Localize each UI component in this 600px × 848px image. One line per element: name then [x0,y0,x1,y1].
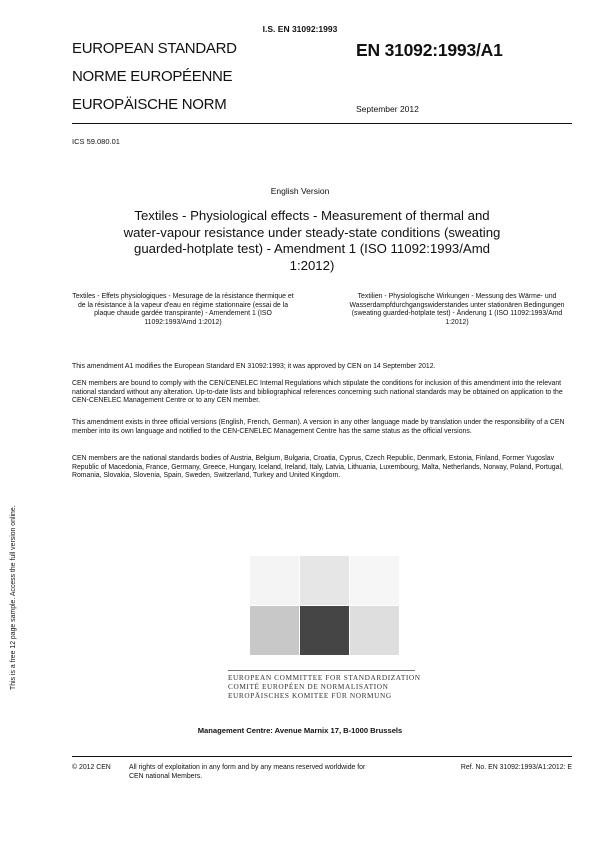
ics-code: ICS 59.080.01 [72,137,120,146]
standard-number: EN 31092:1993/A1 [356,40,503,60]
standard-name-de: EUROPÄISCHE NORM [72,96,227,113]
footer-divider [72,756,572,757]
logo-square [350,606,399,655]
sample-notice: This is a free 12 page sample. Access the full version online. [10,505,17,690]
logo-square [300,556,349,605]
document-title: Textiles - Physiological effects - Measurement of thermal and water-vapour resistance under steady-state conditions (sweating guarded-hotplate test) - Amendment 1 (ISO 11092:1993/Amd 1:2012) [123,208,501,273]
footer-rights: All rights of exploitation in any form and by any means reserved worldwide for CEN national Members. [129,764,366,780]
title-french: Textiles - Effets physiologiques - Mesurage de la résistance thermique et de la résistance à la vapeur d'eau en régime stationnaire (essai de la plaque chaude gardée transpirante) - Amendement 1 (ISO 11092:1993/Amd 1:2012) [72,293,294,326]
cen-logo-mark [228,556,434,658]
publication-date: September 2012 [356,104,419,114]
header-standard-id: I.S. EN 31092:1993 [262,24,338,34]
version-label: English Version [270,186,330,196]
logo-square [300,606,349,655]
logo-square [350,556,399,605]
logo-square [250,606,299,655]
logo-square [250,556,299,605]
paragraph-members: CEN members are the national standards bodies of Austria, Belgium, Bulgaria, Croatia, Cyprus, Czech Republic, Denmark, Estonia, Finland, Former Yugoslav Republic of Macedonia, France, Germany, Greece, Hungary, Iceland, Ireland, Italy, Latvia, Lithuania, Luxembourg, Malta, Netherlands, Norway, Poland, Portugal, Romania, Slovakia, Slovenia, Spain, Sweden, Switzerland, Turkey and United Kingdom. [72,455,563,480]
standard-name-fr: NORME EUROPÉENNE [72,68,233,85]
org-name-fr: COMITÉ EUROPÉEN DE NORMALISATION [228,682,389,691]
footer-copyright: © 2012 CEN [72,764,111,771]
org-name-en: EUROPEAN COMMITTEE FOR STANDARDIZATION [228,673,421,682]
title-german: Textilien - Physiologische Wirkungen - Messung des Wärme- und Wasserdampfdurchgangswiderstandes unter stationären Bedingungen (sweating guarded-hotplate test) - Änderung 1 (ISO 11092:1993/Amd 1:2012) [349,293,565,326]
paragraph-compliance: CEN members are bound to comply with the CEN/CENELEC Internal Regulations which stipulate the conditions for inclusion of this amendment into the relevant national standard without any alteration. Up-to-date lists and bibliographical references concerning such national standards may be obtained on application to the CEN-CENELEC Management Centre or to any CEN member. [72,380,563,405]
management-centre: Management Centre: Avenue Marnix 17, B-1000 Brussels [197,726,403,735]
standard-name-en: EUROPEAN STANDARD [72,40,237,57]
footer-reference: Ref. No. EN 31092:1993/A1:2012: E [460,764,572,771]
org-name-de: EUROPÄISCHES KOMITEE FÜR NORMUNG [228,691,392,700]
paragraph-approval: This amendment A1 modifies the European Standard EN 31092:1993; it was approved by CEN on 14 September 2012. [72,363,436,370]
header-divider [72,123,572,124]
paragraph-versions: This amendment exists in three official versions (English, French, German). A version in any other language made by translation under the responsibility of a CEN member into its own language and notified to the CEN-CENELEC Management Centre has the same status as the official versions. [72,419,565,435]
logo-divider [228,670,415,671]
